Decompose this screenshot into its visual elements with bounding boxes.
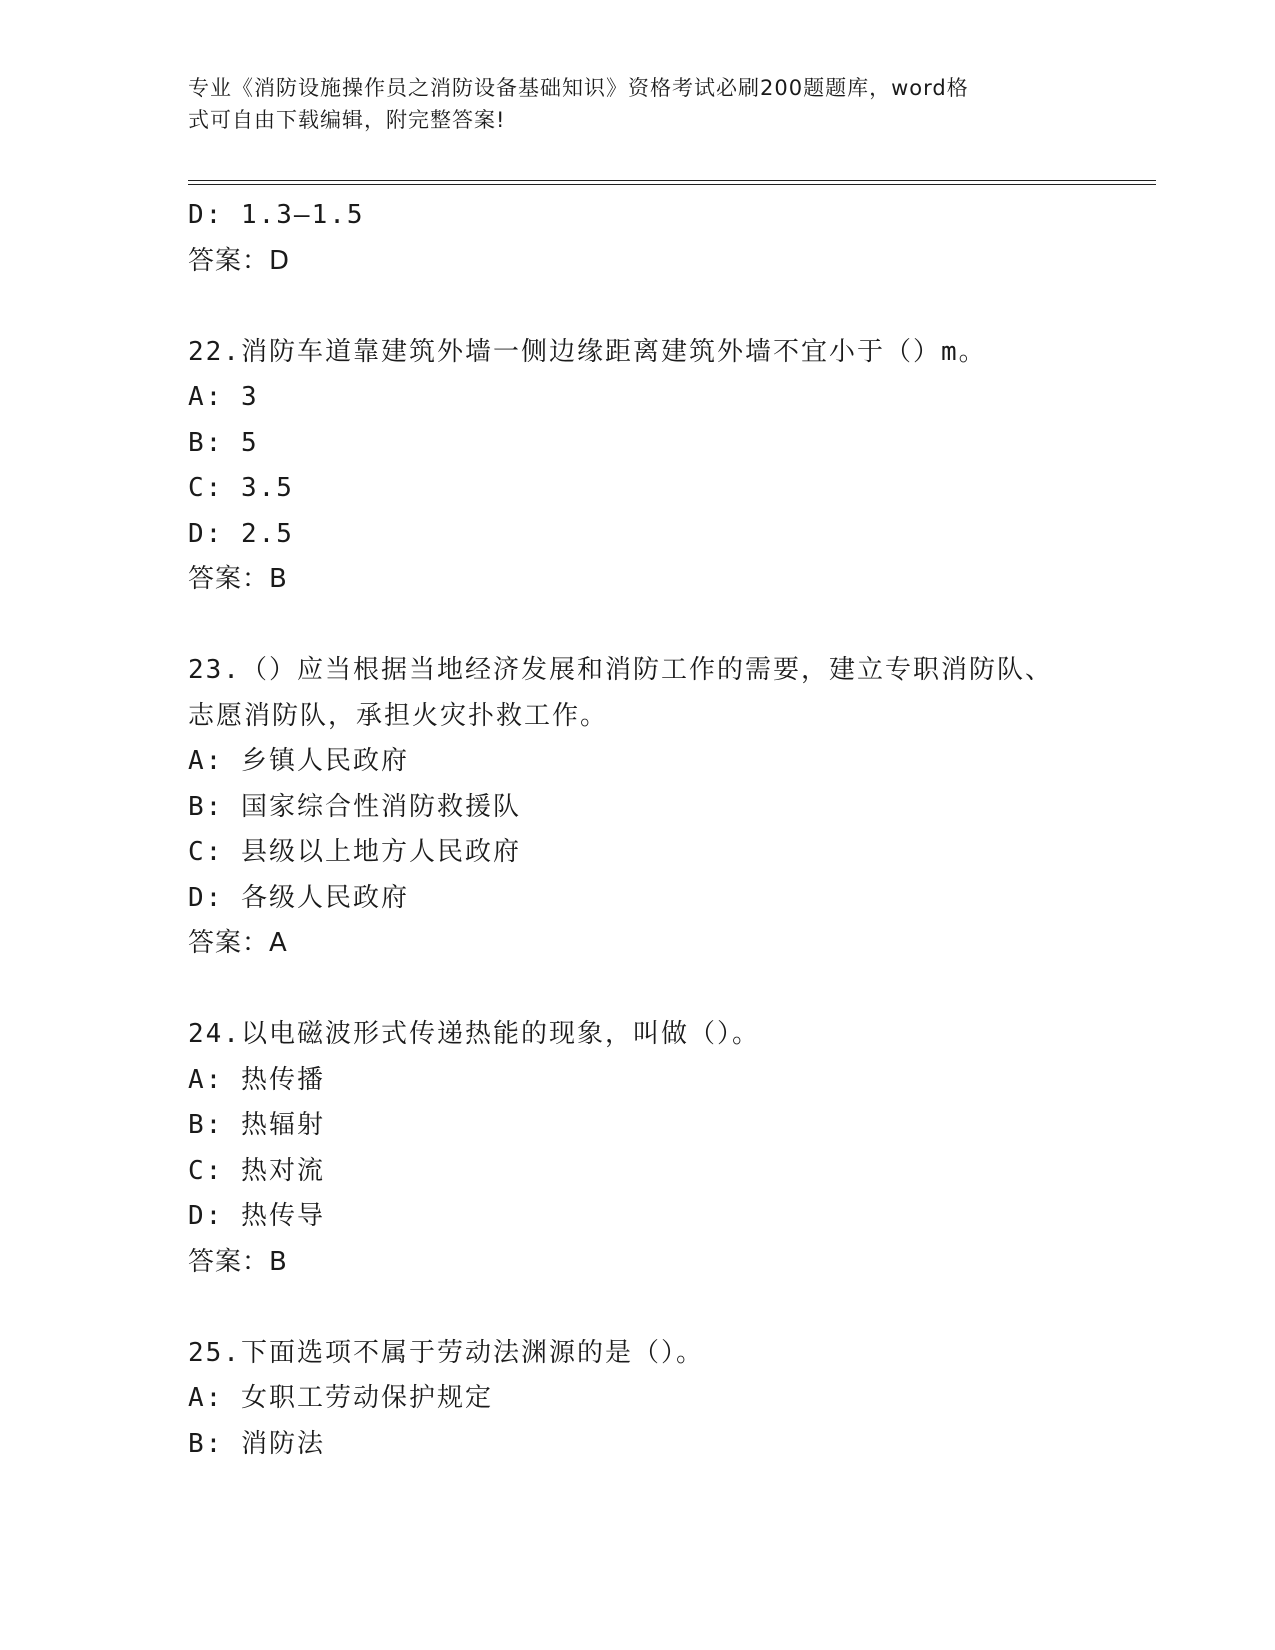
option-c: C: 3.5 <box>188 473 294 503</box>
document-header <box>188 72 1068 136</box>
question-25 <box>188 1331 1088 1468</box>
answer-line: 答案：A <box>188 928 288 958</box>
header-line-2: 式可自由下载编辑，附完整答案! <box>188 108 506 132</box>
answer-line: 答案：B <box>188 1246 288 1277</box>
option-c: C: 热对流 <box>188 1155 325 1186</box>
question-stem-line-1: 23.（）应当根据当地经济发展和消防工作的需要，建立专职消防队、 <box>188 655 1053 685</box>
answer-line: 答案：B <box>188 564 288 594</box>
previous-question-tail <box>188 193 1088 284</box>
option-c: C: 县级以上地方人民政府 <box>188 837 521 867</box>
spacer <box>188 603 1088 649</box>
spacer <box>188 1285 1088 1331</box>
question-list <box>188 193 1088 1467</box>
question-23 <box>188 648 1088 967</box>
question-stem: 24.以电磁波形式传递热能的现象，叫做（）。 <box>188 1019 760 1049</box>
option-a: A: 乡镇人民政府 <box>188 746 409 776</box>
question-22 <box>188 330 1088 603</box>
question-24 <box>188 1012 1088 1285</box>
option-d: D: 1.3—1.5 <box>188 200 365 230</box>
spacer <box>188 284 1088 330</box>
option-d: D: 2.5 <box>188 518 294 549</box>
question-stem: 25.下面选项不属于劳动法渊源的是（）。 <box>188 1337 704 1368</box>
option-a: A: 女职工劳动保护规定 <box>188 1383 493 1413</box>
option-a: A: 热传播 <box>188 1064 325 1095</box>
option-d: D: 热传导 <box>188 1201 325 1231</box>
option-b: B: 热辐射 <box>188 1110 325 1140</box>
question-stem-line-2: 志愿消防队，承担火灾扑救工作。 <box>188 700 609 731</box>
option-d: D: 各级人民政府 <box>188 882 409 913</box>
question-stem: 22.消防车道靠建筑外墙一侧边缘距离建筑外墙不宜小于（）m。 <box>188 336 987 367</box>
spacer <box>188 967 1088 1013</box>
option-b: B: 5 <box>188 427 259 458</box>
answer-line: 答案：D <box>188 245 291 276</box>
header-divider-top <box>188 180 1156 181</box>
option-a: A: 3 <box>188 382 259 412</box>
header-line-1: 专业《消防设施操作员之消防设备基础知识》资格考试必刷200题题库，word格 <box>188 76 969 100</box>
header-divider-bottom <box>188 184 1156 185</box>
option-b: B: 国家综合性消防救援队 <box>188 791 521 822</box>
option-b: B: 消防法 <box>188 1428 325 1459</box>
